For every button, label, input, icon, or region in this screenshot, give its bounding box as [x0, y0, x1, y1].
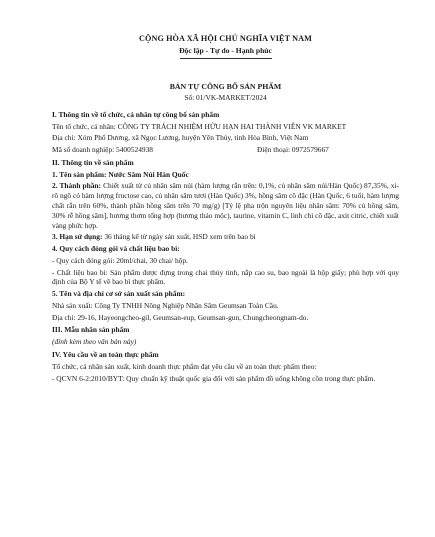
business-code: Mã số doanh nghiệp: 5400524938	[52, 145, 153, 155]
packaging-spec: - Quy cách đóng gói: 20ml/chai, 30 chai/ hộp.	[52, 255, 188, 265]
national-title: CỘNG HÒA XÃ HỘI CHỦ NGHĨA VIỆT NAM	[138, 34, 312, 43]
manufacturer-name: Nhà sản xuất: Công Ty TNHH Nông Nghiệp Nhân Sâm Geumsan Toàn Cầu.	[52, 300, 279, 310]
manufacturer-address: Địa chỉ: 29-16, Hayeongcheo-gil, Geumsan-eup, Geumsan-gun, Chungcheongnam-do.	[52, 312, 309, 322]
section-3-heading: III. Mẫu nhãn sản phẩm	[52, 325, 130, 335]
product-name-label: 1. Tên sản phẩm:	[52, 169, 107, 179]
shelf-life-label: 3. Hạn sử dụng:	[52, 232, 103, 242]
safety-intro: Tổ chức, cá nhân sản xuất, kinh doanh thực phẩm đạt yêu cầu về an toàn thực phẩm theo:	[52, 361, 317, 371]
label-attachment-note: (đính kèm theo văn bản này)	[52, 337, 137, 347]
shelf-life-value: 36 tháng kể từ ngày sản xuất, HSD xem trên bao bì	[104, 232, 256, 242]
document-number: Số: 01/VK-MARKET/2024	[184, 93, 267, 103]
section-4-heading: IV. Yêu cầu về an toàn thực phẩm	[52, 349, 159, 359]
national-motto: Độc lập - Tự do - Hạnh phúc	[179, 45, 272, 55]
org-address: Địa chỉ: Xóm Phố Dương, xã Ngọc Lương, huyện Yên Thủy, tỉnh Hòa Bình, Việt Nam	[52, 133, 309, 143]
phone-number: Điện thoại: 0972579667	[257, 145, 329, 155]
document-title: BẢN TỰ CÔNG BỐ SẢN PHẨM	[169, 81, 282, 91]
product-name-value: Nước Sâm Núi Hàn Quốc	[108, 169, 189, 179]
manufacturer-heading: 5. Tên và địa chỉ cơ sở sản xuất sản phẩm:	[52, 289, 186, 299]
product-name-line	[52, 170, 399, 180]
ingredients-label: 2. Thành phần:	[52, 181, 101, 191]
shelf-life-line	[52, 232, 399, 242]
section-1-heading: I. Thông tin về tổ chức, cá nhân tự công bố sản phẩm	[52, 109, 220, 119]
ingredients-paragraph	[52, 181, 399, 230]
motto-underline	[180, 58, 272, 59]
business-info-row	[52, 145, 399, 155]
ingredients-value: Chiết xuất từ củ nhân sâm núi (hàm lượng rắn trên: 0,1%, củ nhân sâm núi/Hàn Quốc) 87,35%, xi-rô ngô có hàm lượng fructose cao, củ nhân sâm tươi (Hàn Quốc) 3%, hồng sâm cô đặc (Hàn Quốc, 6 tuổi, hàm lượng chất rắn trên 60%, thành phần hồng sâm trên 70 mg/g) [Tỷ lệ pha trộn nguyên liệu nhân sâm: 70% củ hồng sâm, 30% rễ hồng sâm], hương thơm tổng hợp (hương thảo mộc), taurine, vitamin C, linh chi cô đặc, axit citric, chiết xuất vàng phức hợp.	[52, 181, 399, 230]
section-2-heading: II. Thông tin về sản phẩm	[52, 157, 134, 167]
packaging-material: - Chất liệu bao bì: Sản phẩm được đựng trong chai thủy tinh, nắp cao su, bao ngoài là hộp giấy; phù hợp với quy định của Bộ Y tế về bao bì thực phẩm.	[52, 267, 399, 287]
org-name: Tên tổ chức, cá nhân: CÔNG TY TRÁCH NHIỆM HỮU HẠN HAI THÀNH VIÊN VK MARKET	[52, 121, 347, 131]
safety-standard: - QCVN 6-2:2010/BYT: Quy chuẩn kỹ thuật quốc gia đối với sản phẩm đồ uống không cồn trong thực phẩm.	[52, 373, 376, 383]
packaging-heading: 4. Quy cách đóng gói và chất liệu bao bì:	[52, 244, 180, 254]
